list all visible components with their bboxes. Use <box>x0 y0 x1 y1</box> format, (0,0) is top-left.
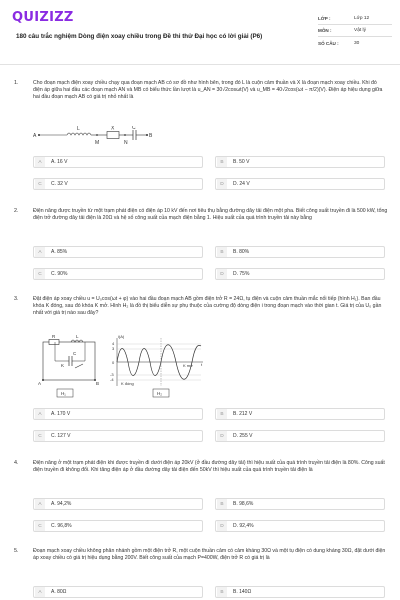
label-t: t <box>201 362 203 367</box>
option-letter: D <box>217 179 227 189</box>
option-b[interactable] <box>215 498 385 510</box>
option-text: D. 75% <box>233 271 250 277</box>
label-k: K <box>61 363 65 368</box>
label-b: B <box>96 381 100 386</box>
option-text: A. 94,2% <box>51 501 72 507</box>
option-letter: A <box>35 499 45 509</box>
tick-4: 4 <box>112 341 115 346</box>
question-text: Điện năng được truyền từ một trạm phát điện có điện áp 10 kV đến nơi tiêu thụ bằng đường dây tải điện một pha. Biết công suất truyền đi là 500 kW, tổng điện trở đường dây tải điện là 20Ω và hệ số công suất của mạch điện bằng 1. Hiệu suất của quá trình truyền tải này bằng <box>33 208 388 222</box>
question-text: Cho đoạn mạch điện xoay chiều chạy qua đoạn mạch AB có sơ đồ như hình bên, trong đó L là cuộn cảm thuần và X là đoạn mạch xoay chiều. Khi đó điện áp giữa hai đầu các đoạn mạch AN và MB có biểu thức lần lượt là u_AN = 30√2cosωt(V) và u_MB = 40√2cos(ωt − π/2)(V). Điện áp hiệu dụng giữa hai đầu đoạn mạch AB có giá trị nhỏ nhất là <box>33 80 383 101</box>
label-k-open: K mở <box>183 363 193 368</box>
option-a[interactable] <box>33 246 203 258</box>
option-d[interactable] <box>215 520 385 532</box>
question-number: 4. <box>14 460 19 466</box>
option-letter: C <box>35 269 45 279</box>
label-y-axis: i(A) <box>118 334 125 339</box>
option-letter: C <box>35 179 45 189</box>
option-d[interactable] <box>215 178 385 190</box>
option-text: A. 85% <box>51 249 68 255</box>
meta-label: SỐ CÂU : <box>318 40 339 46</box>
option-letter: B <box>217 247 227 257</box>
question-number: 2. <box>14 208 19 214</box>
tick-0: 0 <box>112 360 115 365</box>
question-text: Đoạn mạch xoay chiều không phân nhánh gồm một điện trở R, một cuộn thuần cảm có cảm kháng 30Ω và một tụ điện có dung kháng 30Ω, đặt dưới điện áp xoay chiều có giá trị hiệu dụng bằng 200V. Biết công suất của mạch P=400W, điện trở R có giá trị là <box>33 548 386 562</box>
label-h2: H₂ <box>157 391 162 396</box>
option-text: B. 212 V <box>233 411 253 417</box>
question-number: 3. <box>14 296 19 302</box>
label-l: L <box>76 334 79 339</box>
label-k-closed: K đóng <box>121 381 134 386</box>
label-a: A <box>33 133 37 139</box>
option-text: A. 80Ω <box>51 589 67 595</box>
option-letter: C <box>35 521 45 531</box>
meta-row-subject <box>318 25 392 37</box>
option-letter: C <box>35 431 45 441</box>
option-text: C. 32 V <box>51 181 68 187</box>
meta-value: Vật lý <box>354 28 366 33</box>
label-a: A <box>38 381 42 386</box>
label-h1: H₁ <box>61 391 66 396</box>
label-c: C <box>132 126 136 131</box>
option-a[interactable] <box>33 586 203 598</box>
option-text: C. 127 V <box>51 433 71 439</box>
option-text: B. 80% <box>233 249 250 255</box>
tick-3: 3 <box>112 346 115 351</box>
option-letter: D <box>217 431 227 441</box>
option-letter: A <box>35 587 45 597</box>
label-m: M <box>95 140 100 146</box>
option-text: C. 90% <box>51 271 68 277</box>
option-text: D. 255 V <box>233 433 253 439</box>
label-x: X <box>111 126 115 132</box>
option-text: A. 170 V <box>51 411 71 417</box>
option-letter: B <box>217 157 227 167</box>
question-number: 5. <box>14 548 19 554</box>
option-c[interactable] <box>33 268 203 280</box>
tick-neg3: -3 <box>110 372 114 377</box>
meta-label: MÔN : <box>318 28 332 33</box>
option-text: A. 16 V <box>51 159 68 165</box>
question-number: 1. <box>14 80 19 86</box>
header-divider <box>0 64 400 65</box>
question-text: Đặt điện áp xoay chiều u = U₀cos(ωt + φ) vào hai đầu đoạn mạch AB gồm điện trở R = 24Ω, tụ điện và cuộn cảm thuần mắc nối tiếp (hình H₁). Ban đầu khóa K đóng, sau đó khóa K mở. Hình H₂ là đồ thị biểu diễn sự phụ thuộc của cường độ dòng điện i trong đoạn mạch vào thời gian t. Giá trị của U₀ gần nhất với giá trị nào sau đây? <box>33 296 382 317</box>
meta-panel <box>318 13 392 49</box>
option-text: B. 140Ω <box>233 589 252 595</box>
label-c: C <box>73 351 77 356</box>
meta-value: 30 <box>354 40 360 46</box>
option-c[interactable] <box>33 178 203 190</box>
meta-row-class <box>318 13 392 25</box>
document-title: 180 câu trắc nghiệm Dòng điện xoay chiều trong Đề thi thử Đại học có lời giải (P6) <box>16 33 263 40</box>
option-letter: A <box>35 157 45 167</box>
option-letter: D <box>217 521 227 531</box>
meta-value: Lớp 12 <box>354 16 370 21</box>
circuit-and-graph-3 <box>35 334 210 402</box>
meta-label: LỚP : <box>318 16 331 21</box>
option-letter: B <box>217 409 227 419</box>
meta-row-count <box>318 37 392 49</box>
circuit-diagram-1 <box>33 126 158 148</box>
option-d[interactable] <box>215 430 385 442</box>
option-text: B. 50 V <box>233 159 250 165</box>
option-letter: A <box>35 247 45 257</box>
label-l: L <box>77 126 80 132</box>
option-letter: A <box>35 409 45 419</box>
option-c[interactable] <box>33 520 203 532</box>
label-b: B <box>149 133 153 139</box>
option-a[interactable] <box>33 156 203 168</box>
quizizz-logo: QUIZIZZ <box>12 10 74 25</box>
option-text: D. 24 V <box>233 181 250 187</box>
option-text: C. 96,8% <box>51 523 72 529</box>
option-letter: D <box>217 269 227 279</box>
option-a[interactable] <box>33 408 203 420</box>
label-n: N <box>124 140 128 146</box>
option-text: D. 92,4% <box>233 523 254 529</box>
option-letter: B <box>217 587 227 597</box>
question-text: Điện năng ở một trạm phát điện khi được truyền đi dưới điện áp 20kV (ở đầu đường dây tải) thì hiệu suất của quá trình truyền tải điện là 80%. Công suất điện truyền đi không đổi. Khi tăng điện áp ở đầu đường dây tải điện đến 50kV thì hiệu suất của quá trình truyền tải điện là <box>33 460 385 474</box>
option-b[interactable] <box>215 586 385 598</box>
option-text: B. 98,6% <box>233 501 254 507</box>
option-d[interactable] <box>215 268 385 280</box>
option-letter: B <box>217 499 227 509</box>
tick-neg4: -4 <box>110 377 114 382</box>
option-a[interactable] <box>33 498 203 510</box>
option-c[interactable] <box>33 430 203 442</box>
option-b[interactable] <box>215 408 385 420</box>
option-b[interactable] <box>215 156 385 168</box>
label-r: R <box>52 334 56 339</box>
option-b[interactable] <box>215 246 385 258</box>
